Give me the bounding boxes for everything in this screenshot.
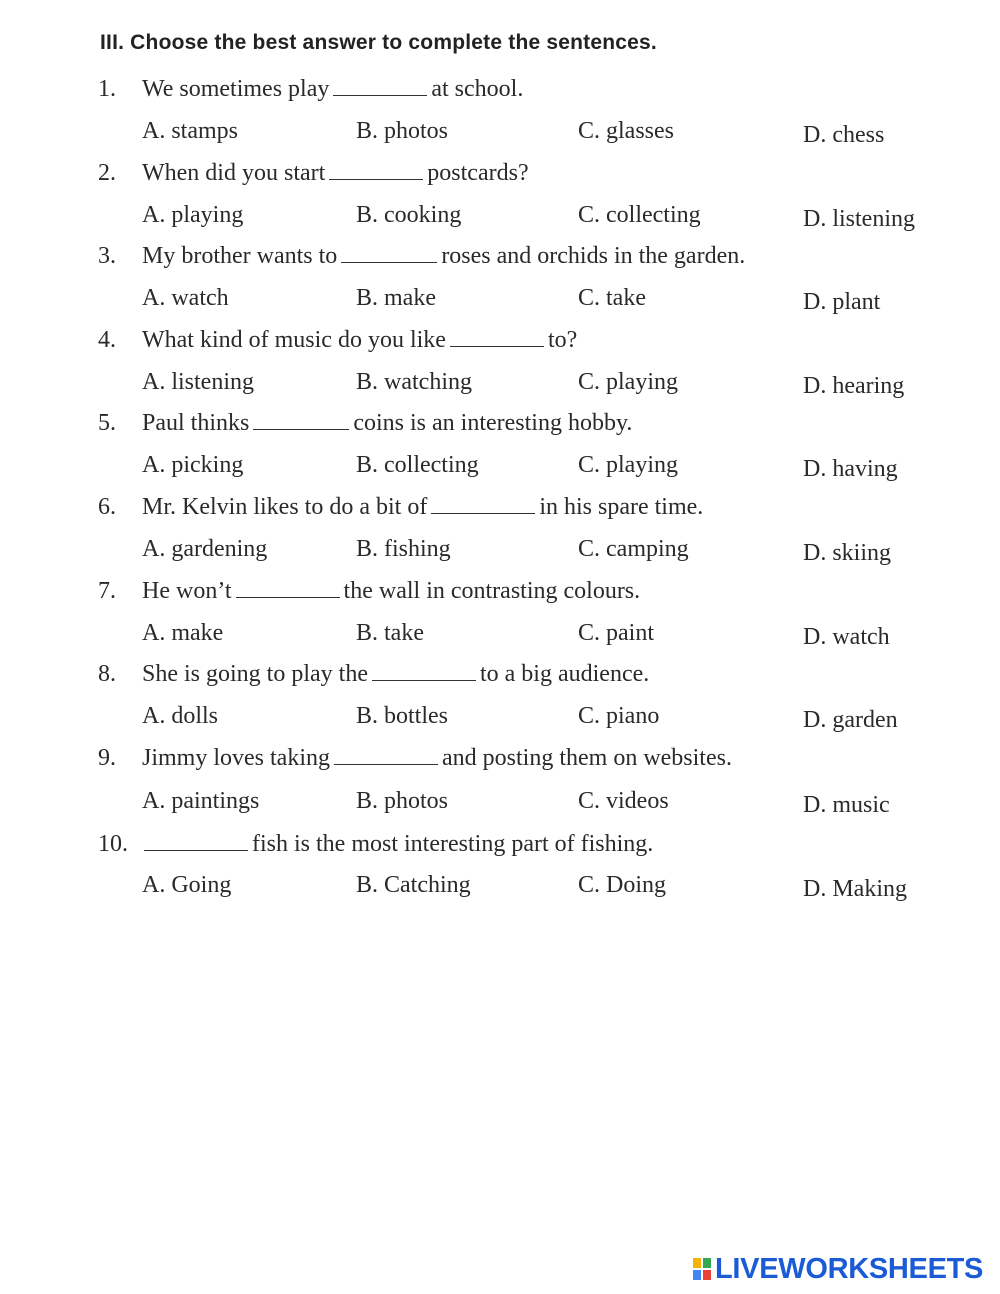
- logo-text: LIVEWORKSHEETS: [715, 1252, 984, 1285]
- question-text-before: When did you start: [142, 160, 326, 186]
- logo-mark-icon: [692, 1257, 712, 1281]
- question-text-before: Jimmy loves taking: [142, 745, 330, 771]
- question-number: 8.: [98, 661, 116, 687]
- question-text-before: My brother wants to: [142, 243, 338, 269]
- question-number: 2.: [98, 160, 116, 186]
- answer-option[interactable]: D. hearing: [803, 373, 905, 399]
- question-text-after: in his spare time.: [539, 494, 704, 520]
- question-text-after: postcards?: [427, 160, 529, 186]
- answer-option[interactable]: D. watch: [803, 624, 890, 650]
- answer-option[interactable]: C. glasses: [578, 118, 674, 144]
- answer-option[interactable]: A. playing: [142, 202, 244, 228]
- answer-option[interactable]: B. cooking: [356, 202, 462, 228]
- answer-option[interactable]: A. dolls: [142, 703, 219, 729]
- question-text-before: We sometimes play: [142, 76, 330, 102]
- question-text: [142, 160, 529, 187]
- answer-option[interactable]: D. plant: [803, 289, 881, 315]
- answer-option[interactable]: A. make: [142, 620, 224, 646]
- answer-option[interactable]: A. picking: [142, 452, 244, 478]
- question-text-after: and posting them on websites.: [442, 745, 732, 771]
- question-text-before: He won’t: [142, 578, 232, 604]
- question-text-after: at school.: [431, 76, 524, 102]
- answer-option[interactable]: C. paint: [578, 620, 654, 646]
- answer-option[interactable]: D. listening: [803, 206, 915, 232]
- question-text-after: fish is the most interesting part of fishing.: [252, 831, 654, 857]
- answer-option[interactable]: C. collecting: [578, 202, 701, 228]
- answer-option[interactable]: A. listening: [142, 369, 254, 395]
- answer-option[interactable]: A. Going: [142, 872, 232, 898]
- answer-blank[interactable]: [372, 662, 476, 681]
- answer-option[interactable]: A. gardening: [142, 536, 268, 562]
- answer-option[interactable]: B. bottles: [356, 703, 449, 729]
- answer-option[interactable]: A. paintings: [142, 788, 260, 814]
- question-text-after: the wall in contrasting colours.: [343, 578, 641, 604]
- liveworksheets-logo: [692, 1254, 983, 1284]
- question-text: [142, 494, 703, 521]
- answer-option[interactable]: A. stamps: [142, 118, 238, 144]
- answer-blank[interactable]: [334, 746, 438, 765]
- question-number: 10.: [98, 831, 128, 857]
- answer-option[interactable]: C. playing: [578, 369, 678, 395]
- answer-option[interactable]: A. watch: [142, 285, 229, 311]
- question-text: [142, 243, 745, 270]
- question-text: [142, 661, 649, 688]
- question-text: [142, 745, 732, 772]
- answer-option[interactable]: B. watching: [356, 369, 472, 395]
- answer-option[interactable]: C. playing: [578, 452, 678, 478]
- question-number: 7.: [98, 578, 116, 604]
- answer-blank[interactable]: [236, 579, 340, 598]
- answer-option[interactable]: D. music: [803, 792, 890, 818]
- question-text-before: Mr. Kelvin likes to do a bit of: [142, 494, 428, 520]
- answer-option[interactable]: B. Catching: [356, 872, 471, 898]
- question-text: [142, 327, 577, 354]
- question-text-after: roses and orchids in the garden.: [441, 243, 746, 269]
- question-number: 4.: [98, 327, 116, 353]
- question-text-before: She is going to play the: [142, 661, 368, 687]
- question-text-after: to?: [547, 327, 578, 353]
- answer-blank[interactable]: [333, 77, 427, 96]
- question-text-after: to a big audience.: [479, 661, 650, 687]
- question-text-before: Paul thinks: [142, 410, 250, 436]
- answer-option[interactable]: C. videos: [578, 788, 669, 814]
- answer-blank[interactable]: [144, 832, 248, 851]
- question-text: [142, 76, 523, 103]
- answer-option[interactable]: C. take: [578, 285, 646, 311]
- answer-blank[interactable]: [341, 244, 437, 263]
- answer-option[interactable]: D. skiing: [803, 540, 892, 566]
- answer-option[interactable]: B. take: [356, 620, 424, 646]
- answer-option[interactable]: D. having: [803, 456, 898, 482]
- question-number: 5.: [98, 410, 116, 436]
- answer-option[interactable]: B. collecting: [356, 452, 479, 478]
- answer-option[interactable]: D. chess: [803, 122, 885, 148]
- question-number: 9.: [98, 745, 116, 771]
- answer-option[interactable]: B. photos: [356, 118, 449, 144]
- answer-option[interactable]: C. Doing: [578, 872, 667, 898]
- question-text: [142, 831, 653, 858]
- answer-option[interactable]: B. fishing: [356, 536, 451, 562]
- question-text-before: What kind of music do you like: [142, 327, 446, 353]
- answer-blank[interactable]: [431, 495, 535, 514]
- question-text: [142, 410, 632, 437]
- answer-blank[interactable]: [253, 411, 349, 430]
- section-title: III. Choose the best answer to complete the sentences.: [100, 31, 657, 54]
- answer-option[interactable]: C. camping: [578, 536, 689, 562]
- answer-option[interactable]: B. make: [356, 285, 436, 311]
- answer-option[interactable]: D. Making: [803, 876, 907, 902]
- question-number: 6.: [98, 494, 116, 520]
- question-number: 3.: [98, 243, 116, 269]
- answer-option[interactable]: D. garden: [803, 707, 898, 733]
- answer-blank[interactable]: [450, 328, 544, 347]
- answer-option[interactable]: C. piano: [578, 703, 660, 729]
- question-text-after: coins is an interesting hobby.: [353, 410, 633, 436]
- answer-option[interactable]: B. photos: [356, 788, 449, 814]
- question-text: [142, 578, 640, 605]
- question-number: 1.: [98, 76, 116, 102]
- answer-blank[interactable]: [329, 161, 423, 180]
